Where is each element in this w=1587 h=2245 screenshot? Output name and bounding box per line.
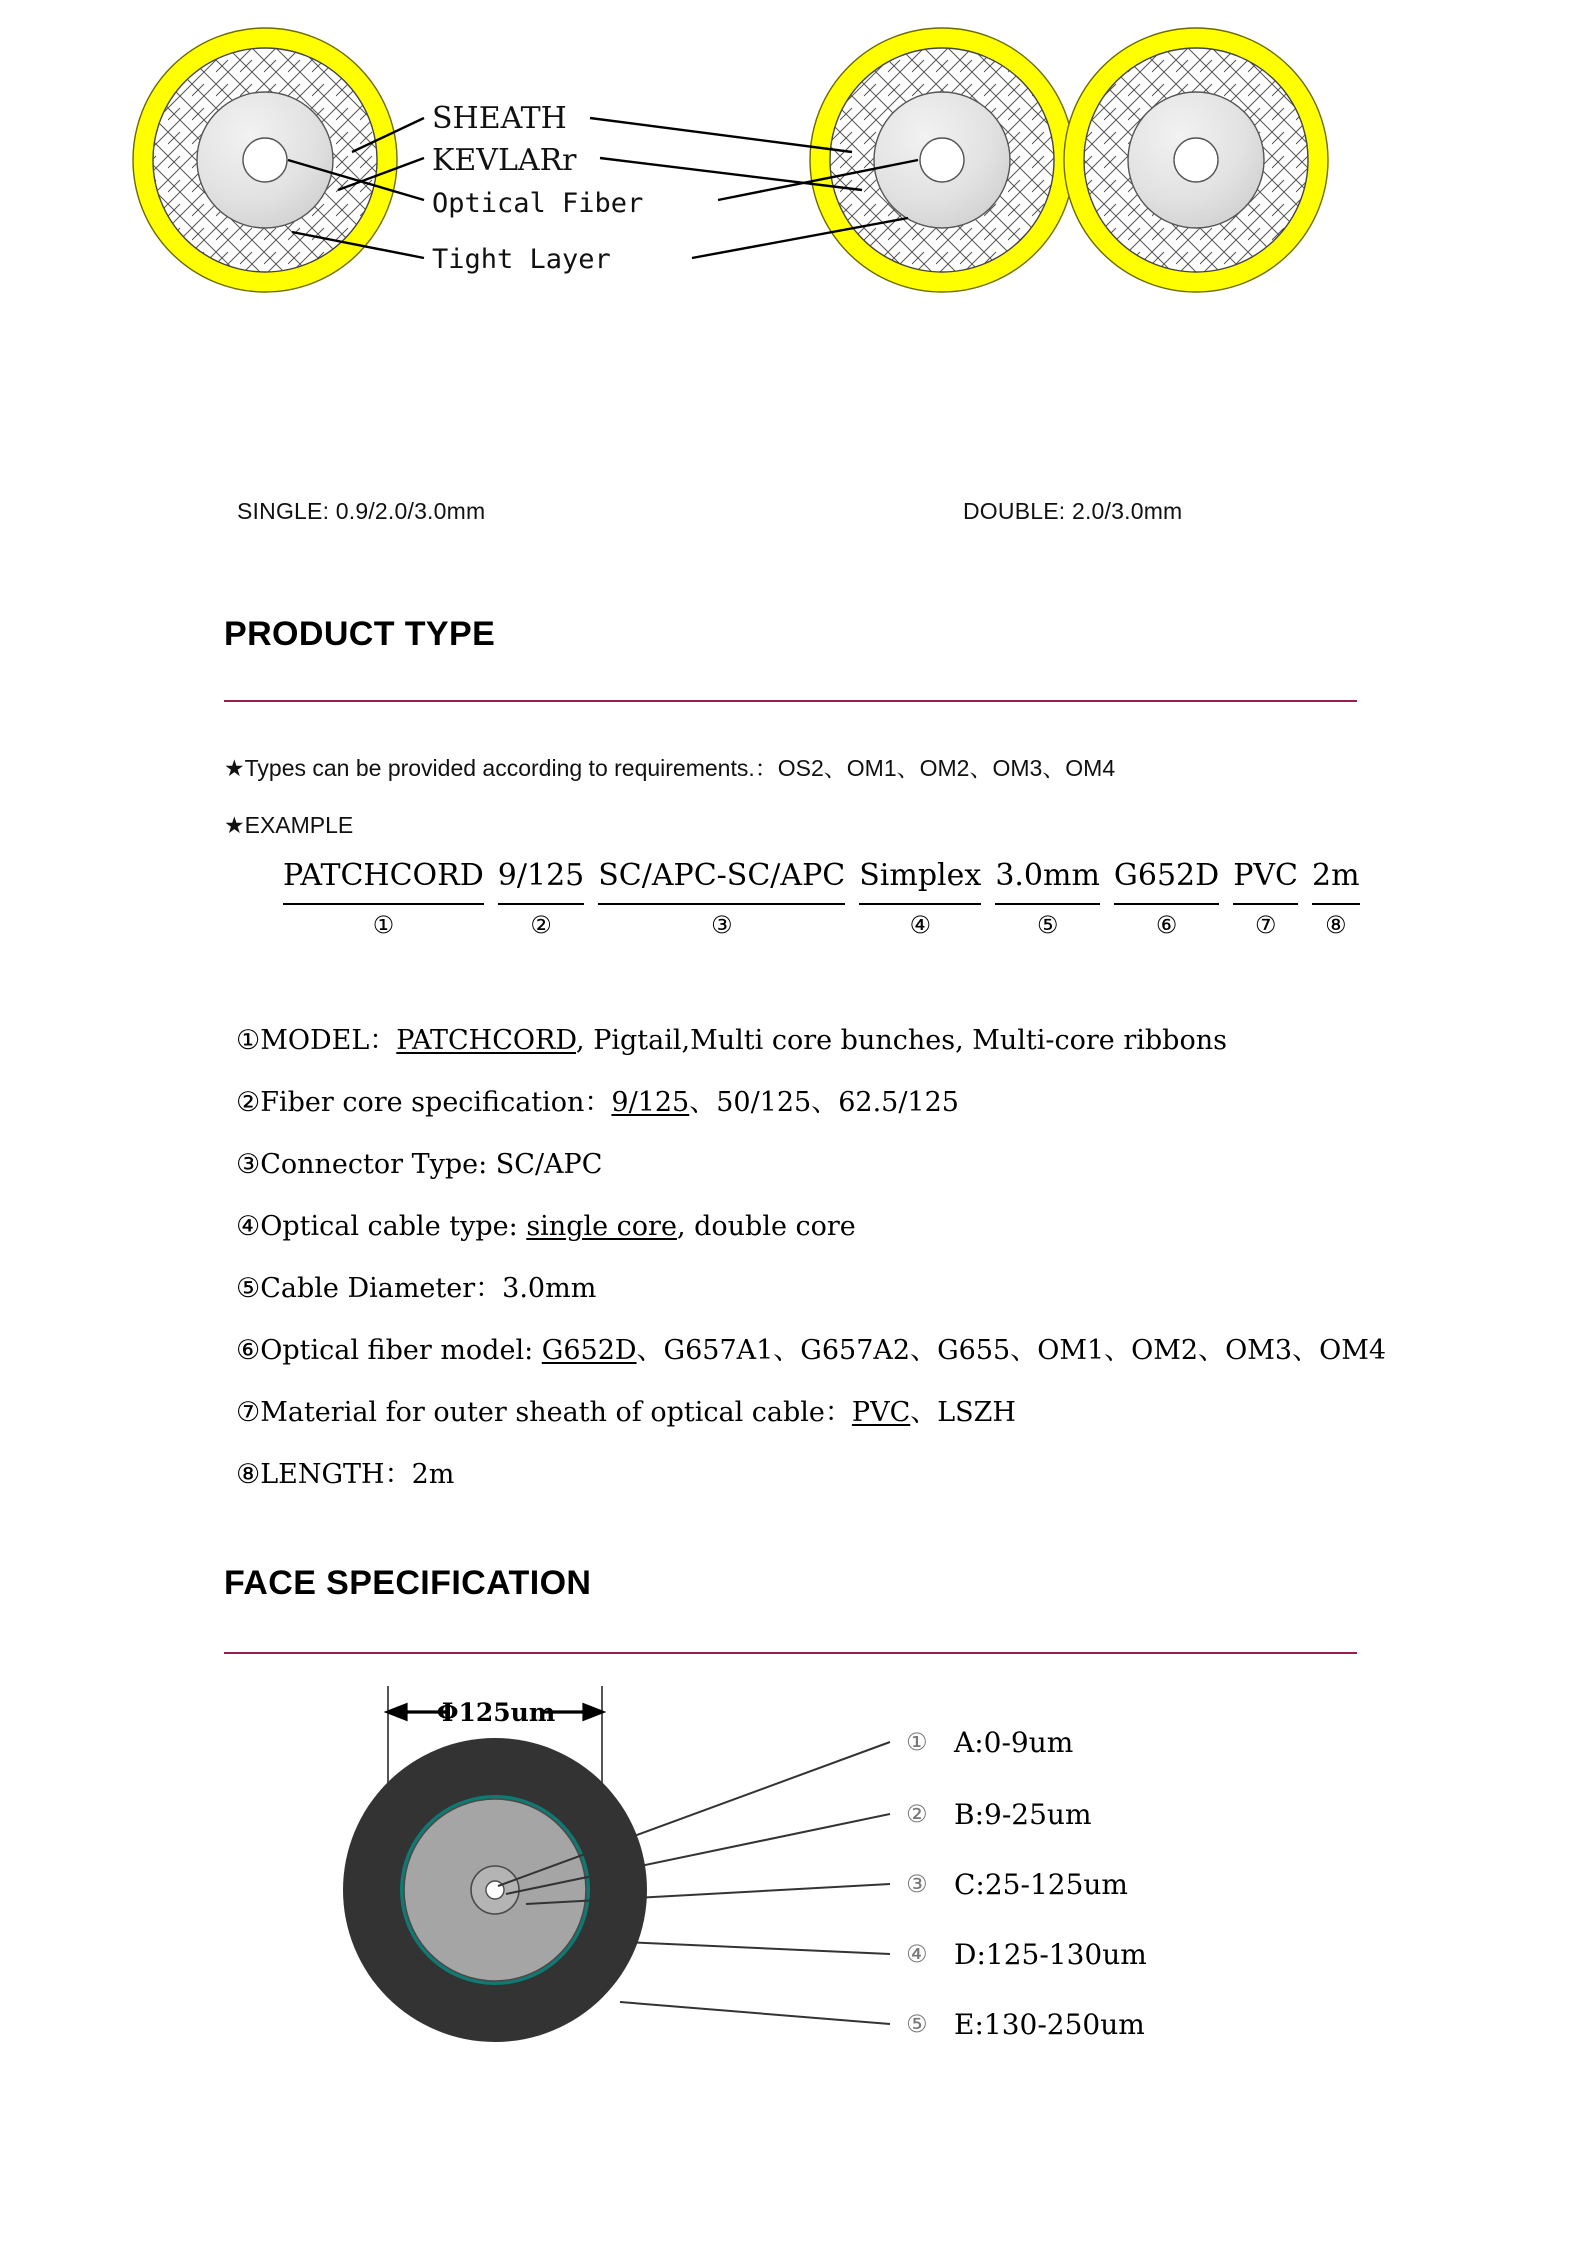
spec-label-5: Cable Diameter：3.0mm xyxy=(260,1273,597,1304)
product-type-divider xyxy=(224,700,1357,702)
spec-item-3 xyxy=(236,1134,1386,1196)
spec-item-5 xyxy=(236,1258,1386,1320)
dimension-label: Φ125um xyxy=(436,1698,556,1727)
formula-values-row xyxy=(276,858,1367,902)
single-cable-section xyxy=(133,28,397,292)
formula-value-1: PATCHCORD xyxy=(283,858,484,893)
spec-rest-7: 、LSZH xyxy=(910,1397,1016,1428)
spec-item-6 xyxy=(236,1320,1386,1382)
formula-marker-2: ② xyxy=(530,911,552,939)
spec-marker-7: ⑦ xyxy=(236,1397,261,1428)
legend-text-1: A:0-9um xyxy=(954,1726,1074,1759)
fiber-face-diagram xyxy=(330,1672,1330,2092)
types-requirement-line: ★Types can be provided according to requirements.：OS2、OM1、OM2、OM3、OM4 xyxy=(224,755,1116,781)
face-specification-divider xyxy=(224,1652,1357,1654)
label-sheath: SHEATH xyxy=(432,101,567,136)
spec-marker-3: ③ xyxy=(236,1149,261,1180)
spec-marker-5: ⑤ xyxy=(236,1273,261,1304)
legend-text-4: D:125-130um xyxy=(954,1938,1147,1971)
spec-rest-6: 、G657A1、G657A2、G655、OM1、OM2、OM3、OM4 xyxy=(636,1335,1387,1366)
product-spec-list xyxy=(236,1010,1386,1506)
spec-marker-1: ① xyxy=(236,1025,261,1056)
legend-text-2: B:9-25um xyxy=(954,1798,1092,1831)
fiber-face-circles xyxy=(343,1738,647,2042)
spec-item-8 xyxy=(236,1444,1386,1506)
formula-value-7: PVC xyxy=(1233,858,1299,893)
double-cable-section xyxy=(810,28,1328,292)
spec-rest-4: , double core xyxy=(676,1211,856,1242)
legend-marker-1: ① xyxy=(906,1728,928,1756)
core-circle xyxy=(486,1881,504,1899)
example-formula-table xyxy=(276,858,1367,939)
spec-rest-1: , Pigtail,Multi core bunches, Multi-core ribbons xyxy=(576,1025,1227,1056)
formula-value-8: 2m xyxy=(1312,858,1360,893)
spec-marker-4: ④ xyxy=(236,1211,261,1242)
formula-marker-1: ① xyxy=(372,911,395,939)
spec-highlight-4: single core xyxy=(526,1211,677,1242)
spec-label-1: MODEL： xyxy=(260,1025,397,1056)
formula-value-5: 3.0mm xyxy=(995,858,1100,893)
face-specification-heading: FACE SPECIFICATION xyxy=(224,1564,592,1602)
spec-marker-2: ② xyxy=(236,1087,261,1118)
legend-text-3: C:25-125um xyxy=(954,1868,1128,1901)
spec-item-4 xyxy=(236,1196,1386,1258)
legend-marker-3: ③ xyxy=(906,1870,928,1898)
spec-item-1 xyxy=(236,1010,1386,1072)
cable-cross-section-diagram xyxy=(0,0,1587,320)
spec-label-7: Material for outer sheath of optical cable： xyxy=(260,1397,852,1428)
spec-marker-6: ⑥ xyxy=(236,1335,261,1366)
formula-marker-7: ⑦ xyxy=(1254,911,1277,939)
formula-value-4: Simplex xyxy=(859,858,982,893)
spec-rest-2: 、50/125、62.5/125 xyxy=(689,1087,959,1118)
legend-text-5: E:130-250um xyxy=(954,2008,1145,2041)
formula-marker-5: ⑤ xyxy=(1036,911,1059,939)
legend-marker-5: ⑤ xyxy=(906,2010,928,2038)
label-optical-fiber: Optical Fiber xyxy=(432,188,644,219)
caption-double-cable: DOUBLE: 2.0/3.0mm xyxy=(963,498,1183,524)
legend-group xyxy=(906,1726,1147,2041)
spec-highlight-2: 9/125 xyxy=(611,1087,690,1118)
spec-highlight-6: G652D xyxy=(541,1335,637,1366)
legend-marker-4: ④ xyxy=(906,1940,928,1968)
formula-value-6: G652D xyxy=(1113,858,1220,893)
spec-highlight-1: PATCHCORD xyxy=(396,1025,577,1056)
spec-label-6: Optical fiber model: xyxy=(260,1335,542,1366)
caption-single-cable: SINGLE: 0.9/2.0/3.0mm xyxy=(237,498,486,524)
formula-value-3: SC/APC-SC/APC xyxy=(598,858,846,893)
spec-item-7 xyxy=(236,1382,1386,1444)
spec-label-3: Connector Type: SC/APC xyxy=(260,1149,603,1180)
formula-value-2: 9/125 xyxy=(497,858,585,893)
example-label: ★EXAMPLE xyxy=(224,812,354,838)
spec-marker-8: ⑧ xyxy=(236,1459,261,1490)
legend-marker-2: ② xyxy=(906,1800,928,1828)
formula-marker-3: ③ xyxy=(710,911,733,939)
spec-label-8: LENGTH：2m xyxy=(260,1459,455,1490)
formula-marker-4: ④ xyxy=(909,911,932,939)
spec-highlight-7: PVC xyxy=(851,1397,911,1428)
formula-marker-6: ⑥ xyxy=(1155,911,1178,939)
formula-markers-row xyxy=(276,905,1367,939)
product-type-heading: PRODUCT TYPE xyxy=(224,615,496,653)
label-tight-layer: Tight Layer xyxy=(432,244,611,275)
spec-label-2: Fiber core specification： xyxy=(260,1087,612,1118)
spec-item-2 xyxy=(236,1072,1386,1134)
label-kevlar: KEVLARr xyxy=(432,143,577,178)
spec-label-4: Optical cable type: xyxy=(260,1211,527,1242)
formula-marker-8: ⑧ xyxy=(1325,911,1347,939)
